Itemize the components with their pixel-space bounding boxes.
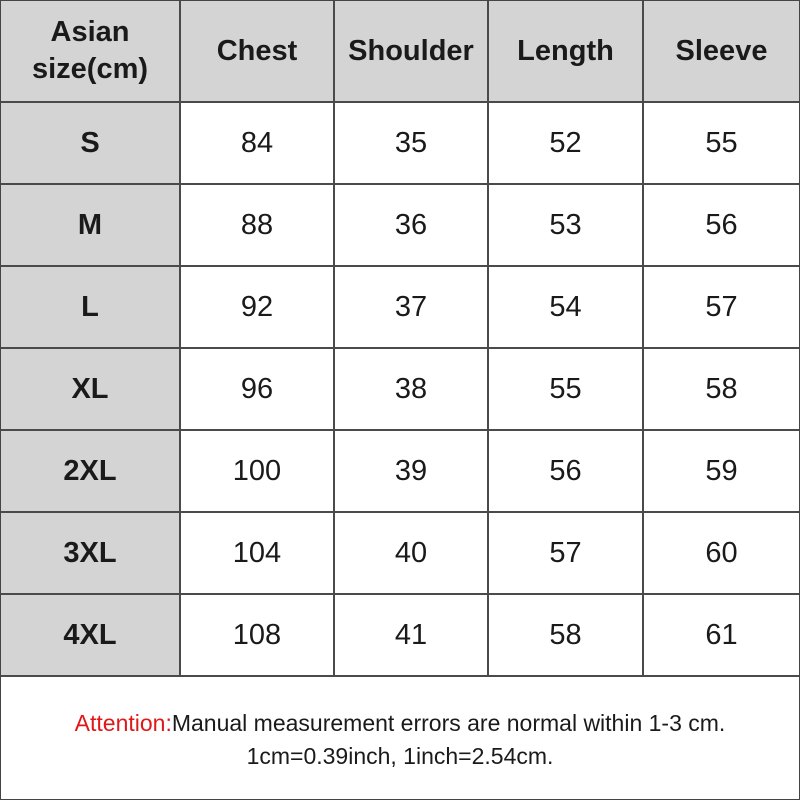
chest-value: 88 xyxy=(180,184,334,266)
sleeve-value: 61 xyxy=(643,594,799,676)
table-row xyxy=(1,512,799,594)
attention-label: Attention: xyxy=(74,710,172,736)
measurement-note xyxy=(1,679,799,799)
header-sleeve: Sleeve xyxy=(643,1,799,102)
size-table xyxy=(1,1,799,677)
table-row xyxy=(1,594,799,676)
length-value: 54 xyxy=(488,266,643,348)
chest-value: 108 xyxy=(180,594,334,676)
sleeve-value: 58 xyxy=(643,348,799,430)
sleeve-value: 55 xyxy=(643,102,799,184)
note-line1 xyxy=(1,707,799,740)
table-row xyxy=(1,430,799,512)
chest-value: 84 xyxy=(180,102,334,184)
size-label: 4XL xyxy=(1,594,180,676)
shoulder-value: 35 xyxy=(334,102,488,184)
table-row xyxy=(1,102,799,184)
sleeve-value: 59 xyxy=(643,430,799,512)
chest-value: 104 xyxy=(180,512,334,594)
sleeve-value: 57 xyxy=(643,266,799,348)
length-value: 56 xyxy=(488,430,643,512)
size-label: S xyxy=(1,102,180,184)
sleeve-value: 56 xyxy=(643,184,799,266)
header-size-line2: size(cm) xyxy=(31,53,149,85)
chest-value: 96 xyxy=(180,348,334,430)
chest-value: 92 xyxy=(180,266,334,348)
shoulder-value: 38 xyxy=(334,348,488,430)
shoulder-value: 41 xyxy=(334,594,488,676)
header-size-line1: Asian xyxy=(50,16,130,48)
table-row xyxy=(1,348,799,430)
shoulder-value: 39 xyxy=(334,430,488,512)
size-label: 3XL xyxy=(1,512,180,594)
table-row xyxy=(1,266,799,348)
shoulder-value: 40 xyxy=(334,512,488,594)
length-value: 55 xyxy=(488,348,643,430)
chest-value: 100 xyxy=(180,430,334,512)
size-label: XL xyxy=(1,348,180,430)
header-chest: Chest xyxy=(180,1,334,102)
size-label: L xyxy=(1,266,180,348)
shoulder-value: 37 xyxy=(334,266,488,348)
conversion-text: 1cm=0.39inch, 1inch=2.54cm. xyxy=(246,743,554,769)
shoulder-value: 36 xyxy=(334,184,488,266)
header-size xyxy=(1,1,180,102)
length-value: 53 xyxy=(488,184,643,266)
length-value: 52 xyxy=(488,102,643,184)
header-shoulder: Shoulder xyxy=(334,1,488,102)
size-label: M xyxy=(1,184,180,266)
sleeve-value: 60 xyxy=(643,512,799,594)
table-row xyxy=(1,184,799,266)
header-length: Length xyxy=(488,1,643,102)
table-header-row xyxy=(1,1,799,102)
attention-text: Manual measurement errors are normal within 1-3 cm. xyxy=(171,710,726,736)
length-value: 58 xyxy=(488,594,643,676)
size-label: 2XL xyxy=(1,430,180,512)
length-value: 57 xyxy=(488,512,643,594)
